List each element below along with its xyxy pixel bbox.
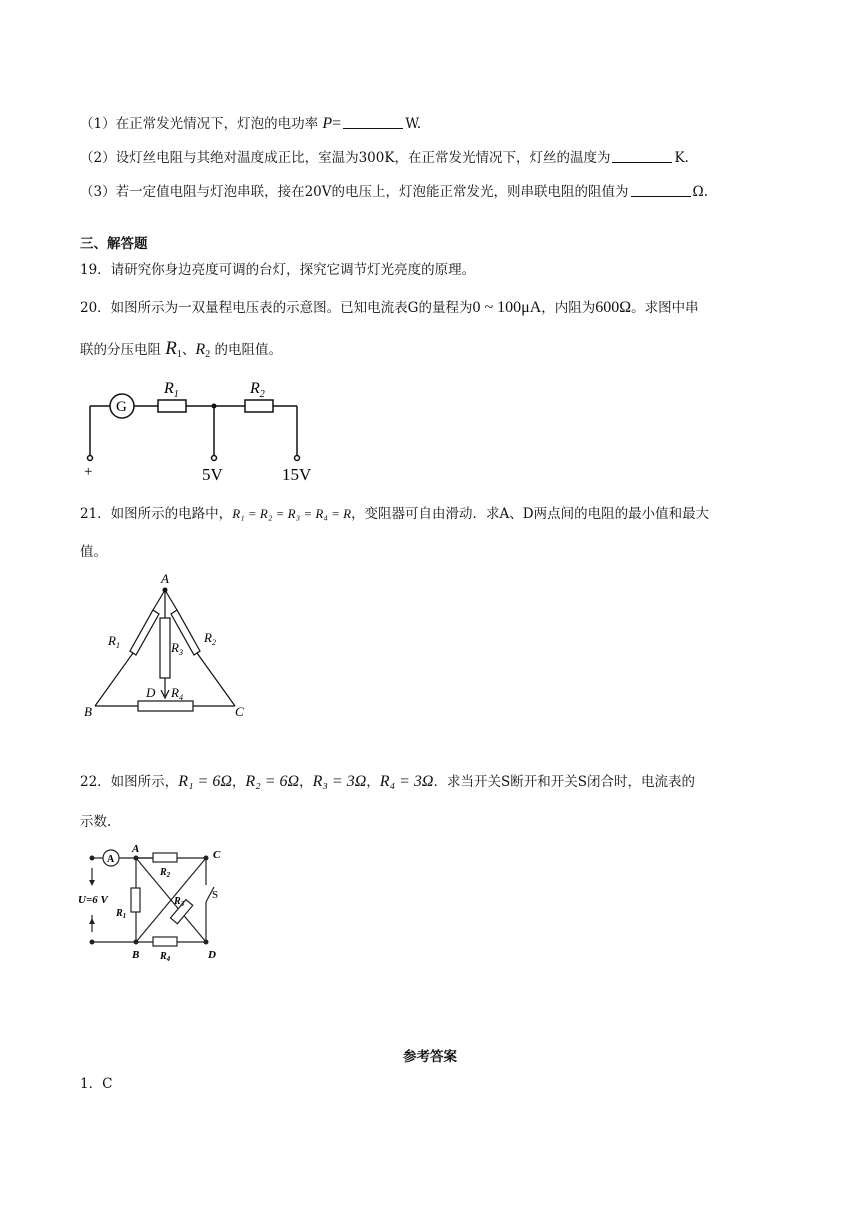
answer-1: 1．C	[80, 1076, 113, 1092]
q19: 19．请研究你身边亮度可调的台灯，探究它调节灯光亮度的原理。	[80, 262, 476, 278]
svg-text:R3: $R_3$	[171, 640, 183, 657]
resistor-r1	[158, 400, 186, 412]
svg-text:D: D	[146, 685, 156, 700]
q22-line2: 示数.	[80, 814, 112, 830]
svg-text:5V: 5V	[202, 465, 223, 484]
svg-text:R4: $R_4$	[171, 685, 183, 702]
svg-text:+: +	[84, 464, 93, 480]
answer-blank	[343, 116, 403, 129]
svg-text:C: C	[235, 704, 244, 719]
answers-title: 参考答案	[403, 1049, 457, 1065]
q18-part1: （1）在正常发光情况下，灯泡的电功率 P= W.	[80, 115, 422, 132]
svg-text:A: A	[161, 571, 169, 586]
svg-text:C: C	[213, 849, 221, 861]
range-value: 0 ~ 100μA	[472, 299, 542, 316]
answer-blank	[631, 184, 691, 197]
q18-part2: （2）设灯丝电阻与其绝对温度成正比，室温为300K，在正常发光情况下，灯丝的温度为 K.	[80, 150, 689, 166]
svg-text:15V: 15V	[282, 465, 312, 484]
svg-text:R2: $R_2$	[204, 630, 216, 647]
q18-part3: （3）若一定值电阻与灯泡串联，接在20V的电压上，灯泡能正常发光，则串联电阻的阻值为 Ω.	[80, 184, 708, 200]
svg-text:R1: $R_1$	[116, 908, 127, 920]
svg-text:D: D	[208, 949, 216, 961]
answer-blank	[612, 150, 672, 163]
section-title: 三、解答题	[80, 236, 148, 252]
q20-line2: 联的分压电阻 $R_1$、$R_2$ 的电阻值。	[80, 338, 282, 360]
svg-text:A: A	[132, 843, 140, 855]
voltmeter-circuit-figure	[80, 376, 340, 486]
svg-text:U=6 V: U=6 V	[78, 894, 108, 906]
q20-line1: 20．如图所示为一双量程电压表的示意图。已知电流表G的量程为0 ~ 100μA，内阻为600Ω。求图中串	[80, 299, 699, 316]
q21-line2: 值。	[80, 544, 107, 560]
svg-text:R3: $R_3$	[174, 896, 185, 908]
bridge-circuit-figure	[78, 840, 238, 965]
svg-text:R1: $R_1$	[108, 633, 120, 650]
power-symbol: P	[322, 115, 333, 132]
svg-text:B: B	[84, 704, 92, 719]
svg-text:S: S	[212, 889, 219, 901]
resistor-r2	[245, 400, 273, 412]
resistance-equation: R₁ = R₂ = R₃ = R₄ = R	[232, 506, 352, 521]
svg-text:R2: $R_2$	[250, 380, 265, 400]
svg-text:R1: $R_1$	[164, 380, 179, 400]
internal-resistance: 600Ω	[595, 299, 632, 316]
q22-line1: 22．如图所示，R₁ = 6Ω，R₂ = 6Ω，R₃ = 3Ω，R₄ = 3Ω．求当开关S断开和开关S闭合时，电流表的	[80, 773, 695, 790]
svg-text:G: G	[116, 399, 127, 415]
svg-text:B: B	[132, 949, 140, 961]
svg-text:R2: $R_2$	[160, 867, 171, 879]
triangle-circuit-figure	[80, 570, 260, 725]
svg-text:R4: $R_4$	[160, 951, 171, 963]
q21-line1: 21．如图所示的电路中，R₁ = R₂ = R₃ = R₄ = R，变阻器可自由滑动．求A、D两点间的电阻的最小值和最大	[80, 506, 710, 522]
svg-text:A: A	[107, 854, 115, 865]
